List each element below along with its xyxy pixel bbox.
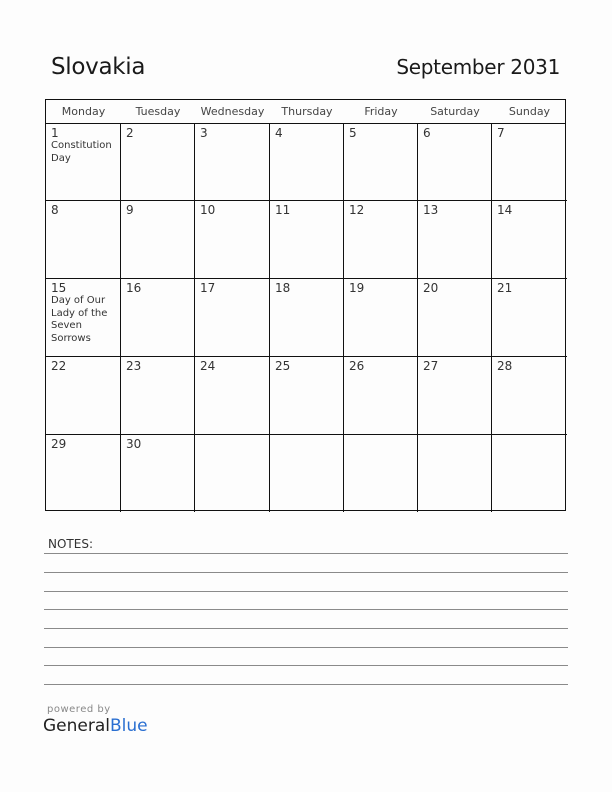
day-number: 9: [126, 203, 134, 217]
day-number: 22: [51, 359, 67, 373]
day-cell: [121, 435, 195, 512]
weekday-friday: Friday: [364, 105, 398, 118]
weekday-wednesday: Wednesday: [200, 105, 265, 118]
day-number: 7: [497, 126, 505, 140]
day-number: 21: [497, 281, 513, 295]
day-number: 26: [349, 359, 365, 373]
day-cell: [195, 124, 270, 201]
day-cell: [195, 279, 270, 357]
month-year-title: September 2031: [396, 55, 560, 79]
day-cell: [492, 201, 567, 279]
day-number: 5: [349, 126, 357, 140]
day-cell: [195, 357, 270, 435]
notes-line[interactable]: [44, 553, 568, 554]
day-number: 14: [497, 203, 513, 217]
day-number: 12: [349, 203, 365, 217]
day-cell: [344, 124, 418, 201]
day-number: 24: [200, 359, 216, 373]
day-cell: [344, 279, 418, 357]
day-number: 6: [423, 126, 431, 140]
weekday-sunday: Sunday: [508, 105, 551, 118]
day-cell: [418, 357, 492, 435]
day-number: 28: [497, 359, 513, 373]
day-cell: [344, 201, 418, 279]
notes-line[interactable]: [44, 609, 568, 610]
day-cell: [344, 435, 418, 512]
day-number: 16: [126, 281, 142, 295]
holiday-label: Constitution Day: [51, 140, 112, 164]
day-number: 29: [51, 437, 67, 451]
calendar-grid: [45, 99, 566, 511]
day-number: 13: [423, 203, 439, 217]
day-cell: [418, 201, 492, 279]
day-number: 19: [349, 281, 365, 295]
day-cell: [270, 124, 344, 201]
day-cell: [418, 435, 492, 512]
notes-line[interactable]: [44, 684, 568, 685]
day-number: 18: [275, 281, 291, 295]
weekday-tuesday: Tuesday: [135, 105, 181, 118]
day-number: 17: [200, 281, 216, 295]
day-cell: [418, 279, 492, 357]
day-cell: [270, 279, 344, 357]
day-cell: [46, 357, 121, 435]
day-cell: [121, 201, 195, 279]
weekday-saturday: Saturday: [430, 105, 480, 118]
day-cell: [195, 435, 270, 512]
country-title: Slovakia: [51, 54, 146, 80]
day-cell: [492, 124, 567, 201]
generalblue-logo: [43, 716, 148, 736]
day-cell: [270, 357, 344, 435]
day-cell: [46, 279, 121, 357]
day-cell: [492, 279, 567, 357]
day-cell: [121, 124, 195, 201]
notes-line[interactable]: [44, 647, 568, 648]
day-number: 4: [275, 126, 283, 140]
day-number: 11: [275, 203, 291, 217]
day-number: 3: [200, 126, 208, 140]
day-cell: [492, 435, 567, 512]
day-number: 2: [126, 126, 134, 140]
day-cell: [195, 201, 270, 279]
brand-blue: Blue: [110, 716, 148, 736]
day-cell: [46, 201, 121, 279]
notes-line[interactable]: [44, 628, 568, 629]
brand-general: General: [43, 716, 110, 736]
weekday-monday: Monday: [61, 105, 106, 118]
notes-line[interactable]: [44, 572, 568, 573]
day-number: 30: [126, 437, 142, 451]
day-cell: [418, 124, 492, 201]
day-cell: [46, 124, 121, 201]
weekday-thursday: Thursday: [281, 105, 333, 118]
day-number: 1: [51, 126, 59, 140]
day-number: 25: [275, 359, 291, 373]
weekday-header-row: [46, 100, 565, 124]
day-cell: [344, 357, 418, 435]
day-number: 15: [51, 281, 67, 295]
day-cell: [121, 279, 195, 357]
notes-line[interactable]: [44, 665, 568, 666]
notes-line[interactable]: [44, 591, 568, 592]
day-cell: [121, 357, 195, 435]
day-cell: [270, 201, 344, 279]
day-number: 23: [126, 359, 142, 373]
powered-by-text: powered by: [47, 704, 111, 715]
day-number: 27: [423, 359, 439, 373]
day-number: 10: [200, 203, 216, 217]
day-cell: [270, 435, 344, 512]
day-number: 20: [423, 281, 439, 295]
day-cell: [46, 435, 121, 512]
notes-label: NOTES:: [48, 537, 93, 551]
holiday-label: Day of Our Lady of the Seven Sorrows: [51, 295, 108, 344]
day-number: 8: [51, 203, 59, 217]
day-cell: [492, 357, 567, 435]
